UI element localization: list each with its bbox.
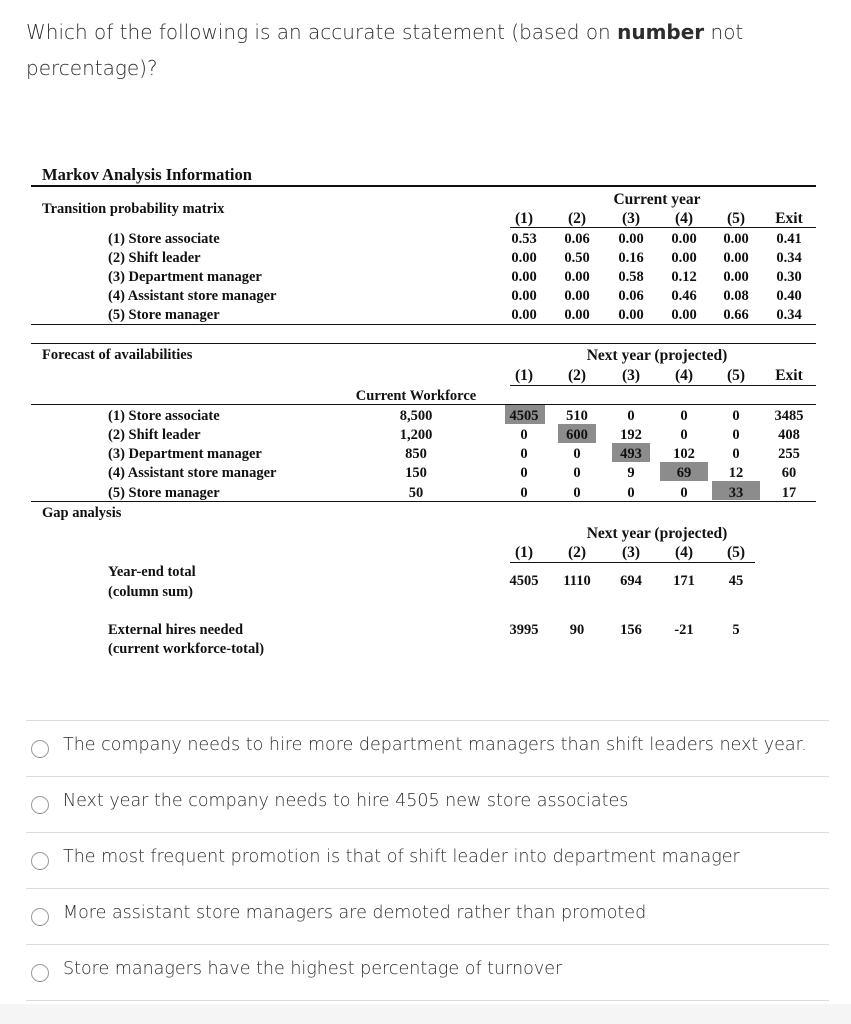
col-header: (3) <box>621 544 641 561</box>
row-label: (3) Department manager <box>108 269 262 285</box>
probability-cell: 0.00 <box>618 307 644 323</box>
year-end-cell: 4505 <box>509 573 539 589</box>
hires-cell: 90 <box>569 622 585 638</box>
forecast-cell: 69 <box>676 465 692 481</box>
option-label: Next year the company needs to hire 4505 new store associates <box>63 791 629 811</box>
row-label: (3) Department manager <box>108 446 262 462</box>
forecast-cell: 600 <box>566 427 588 443</box>
probability-cell: 0.00 <box>671 307 697 323</box>
question-prefix: Which of the following is an accurate statement (based on <box>26 20 618 44</box>
forecast-cell: 0 <box>520 485 528 501</box>
col-header: (3) <box>621 367 641 384</box>
forecast-cell: 0 <box>732 427 740 443</box>
probability-cell: 0.00 <box>671 231 697 247</box>
tpm-label: Transition probability matrix <box>42 201 225 217</box>
probability-cell: 0.00 <box>564 288 590 304</box>
col-header: (4) <box>674 367 694 384</box>
probability-cell: 0.46 <box>671 288 697 304</box>
probability-cell: 0.50 <box>564 250 590 266</box>
forecast-cell: 4505 <box>509 408 539 424</box>
forecast-cell: 0 <box>573 446 581 462</box>
probability-cell: 0.00 <box>564 307 590 323</box>
probability-cell: 0.08 <box>723 288 749 304</box>
probability-cell: 0.12 <box>671 269 697 285</box>
workforce-label: Current Workforce <box>355 388 477 404</box>
forecast-cell: 0 <box>627 408 635 424</box>
hires-cell: 5 <box>732 622 740 638</box>
probability-cell: 0.58 <box>618 269 644 285</box>
divider <box>31 185 816 187</box>
col-header: (5) <box>726 367 746 384</box>
probability-cell: 0.30 <box>776 269 802 285</box>
hires-cell: -21 <box>674 622 694 638</box>
option-label: More assistant store managers are demoted rather than promoted <box>63 903 647 923</box>
forecast-cell: 0 <box>573 465 581 481</box>
answer-option[interactable] <box>26 944 829 1001</box>
row-label: (4) Assistant store manager <box>108 465 277 481</box>
forecast-cell: 0 <box>573 485 581 501</box>
probability-cell: 0.41 <box>776 231 802 247</box>
col-header: (1) <box>514 367 534 384</box>
col-header: (3) <box>621 210 641 227</box>
probability-cell: 0.00 <box>511 288 537 304</box>
next-year-label: Next year (projected) <box>586 347 728 364</box>
probability-cell: 0.00 <box>723 231 749 247</box>
option-label: The most frequent promotion is that of shift leader into department manager <box>63 847 740 867</box>
probability-cell: 0.00 <box>511 269 537 285</box>
question-emphasis: number <box>617 20 705 44</box>
radio-button[interactable] <box>31 964 49 982</box>
year-end-cell: 171 <box>673 573 695 589</box>
divider <box>31 324 816 325</box>
probability-cell: 0.00 <box>564 269 590 285</box>
forecast-cell: 0 <box>680 427 688 443</box>
row-label: (5) Store manager <box>108 485 220 501</box>
divider <box>31 343 816 344</box>
forecast-cell: 0 <box>680 485 688 501</box>
radio-button[interactable] <box>31 852 49 870</box>
answer-options <box>26 720 829 1001</box>
divider <box>31 501 816 502</box>
col-header: (2) <box>567 544 587 561</box>
forecast-cell: 33 <box>728 485 744 501</box>
row-label: (2) Shift leader <box>108 250 201 266</box>
answer-option[interactable] <box>26 720 829 776</box>
probability-cell: 0.06 <box>564 231 590 247</box>
probability-cell: 0.16 <box>618 250 644 266</box>
forecast-cell: 0 <box>627 485 635 501</box>
forecast-cell: 0 <box>520 446 528 462</box>
option-label: The company needs to hire more department managers than shift leaders next year. <box>63 735 807 755</box>
probability-cell: 0.66 <box>723 307 749 323</box>
col-header: (4) <box>674 544 694 561</box>
page-footer <box>0 1004 851 1024</box>
probability-cell: 0.00 <box>618 231 644 247</box>
probability-cell: 0.06 <box>618 288 644 304</box>
answer-option[interactable] <box>26 888 829 944</box>
radio-button[interactable] <box>31 796 49 814</box>
option-label: Store managers have the highest percentage of turnover <box>63 959 563 979</box>
forecast-cell: 255 <box>778 446 800 462</box>
row-label: (2) Shift leader <box>108 427 201 443</box>
year-end-cell: 1110 <box>563 573 591 589</box>
forecast-cell: 9 <box>627 465 635 481</box>
answer-option[interactable] <box>26 776 829 832</box>
probability-cell: 0.53 <box>511 231 537 247</box>
forecast-cell: 60 <box>781 465 797 481</box>
col-header: (1) <box>514 210 534 227</box>
workforce-cell: 850 <box>405 446 427 462</box>
row-label: (1) Store associate <box>108 231 220 247</box>
divider <box>510 385 816 386</box>
radio-button[interactable] <box>31 908 49 926</box>
forecast-cell: 3485 <box>774 408 804 424</box>
forecast-cell: 0 <box>732 408 740 424</box>
forecast-cell: 510 <box>566 408 588 424</box>
forecast-cell: 0 <box>520 465 528 481</box>
probability-cell: 0.34 <box>776 307 802 323</box>
forecast-cell: 493 <box>620 446 642 462</box>
workforce-cell: 150 <box>405 465 427 481</box>
answer-option[interactable] <box>26 832 829 888</box>
current-year-label: Current year <box>613 191 701 208</box>
forecast-cell: 0 <box>732 446 740 462</box>
hires-label: External hires needed <box>108 622 244 638</box>
divider <box>510 227 816 228</box>
probability-cell: 0.00 <box>671 250 697 266</box>
probability-cell: 0.34 <box>776 250 802 266</box>
col-header: (1) <box>514 544 534 561</box>
year-end-sublabel: (column sum) <box>108 584 193 600</box>
probability-cell: 0.00 <box>723 269 749 285</box>
forecast-cell: 408 <box>778 427 800 443</box>
probability-cell: 0.00 <box>723 250 749 266</box>
forecast-cell: 12 <box>728 465 744 481</box>
hires-cell: 3995 <box>509 622 539 638</box>
col-header: (2) <box>567 210 587 227</box>
workforce-cell: 8,500 <box>399 408 433 424</box>
figure-title: Markov Analysis Information <box>42 165 252 184</box>
workforce-cell: 1,200 <box>399 427 433 443</box>
divider <box>31 404 816 405</box>
workforce-cell: 50 <box>408 485 424 501</box>
question-suffix: not percentage)? <box>26 20 744 80</box>
row-label: (5) Store manager <box>108 307 220 323</box>
col-header: Exit <box>775 367 803 384</box>
radio-button[interactable] <box>31 740 49 758</box>
probability-cell: 0.40 <box>776 288 802 304</box>
col-header: Exit <box>775 210 803 227</box>
col-header: (5) <box>726 544 746 561</box>
probability-cell: 0.00 <box>511 307 537 323</box>
year-end-cell: 694 <box>620 573 642 589</box>
year-end-cell: 45 <box>728 573 744 589</box>
forecast-cell: 0 <box>520 427 528 443</box>
col-header: (2) <box>567 367 587 384</box>
row-label: (4) Assistant store manager <box>108 288 277 304</box>
forecast-cell: 0 <box>680 408 688 424</box>
forecast-label: Forecast of availabilities <box>42 347 193 363</box>
col-header: (5) <box>726 210 746 227</box>
probability-cell: 0.00 <box>511 250 537 266</box>
hires-sublabel: (current workforce-total) <box>108 641 265 657</box>
forecast-cell: 102 <box>673 446 695 462</box>
hires-cell: 156 <box>620 622 642 638</box>
gap-next-year-label: Next year (projected) <box>586 525 728 542</box>
forecast-cell: 17 <box>781 485 797 501</box>
row-label: (1) Store associate <box>108 408 220 424</box>
col-header: (4) <box>674 210 694 227</box>
divider <box>510 562 755 563</box>
forecast-cell: 192 <box>620 427 642 443</box>
gap-label: Gap analysis <box>42 505 122 521</box>
year-end-label: Year-end total <box>108 564 196 580</box>
